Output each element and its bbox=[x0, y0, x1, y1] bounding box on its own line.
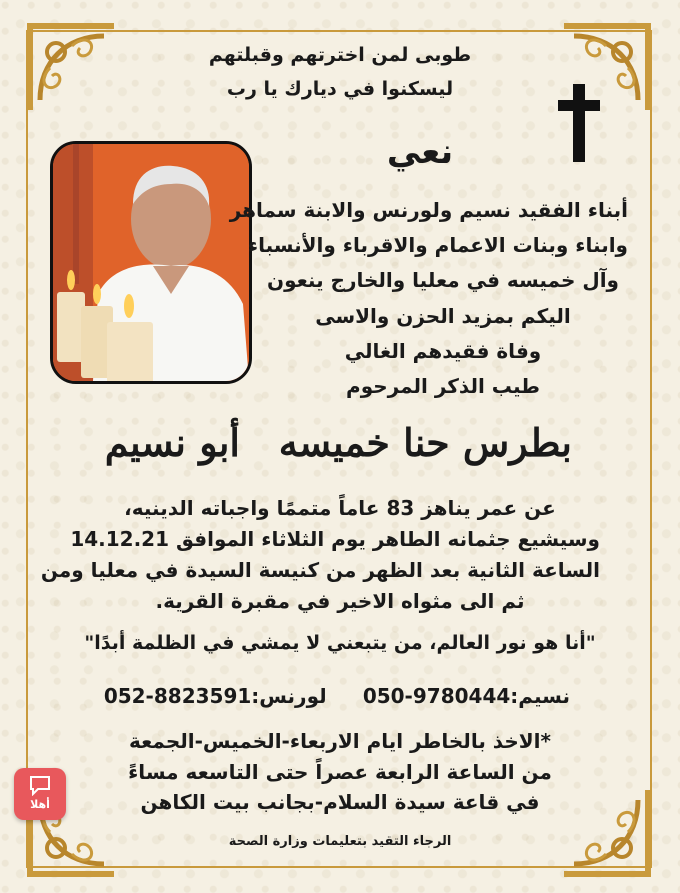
contact-label-lawrence: لورنس: bbox=[251, 684, 327, 708]
obituary-heading: نعي bbox=[386, 132, 454, 172]
condolence-line: *الاخذ بالخاطر ايام الاربعاء-الخميس-الجمعة bbox=[129, 729, 551, 753]
corner-ornament-icon bbox=[26, 22, 118, 114]
scripture-quote: "أنا هو نور العالم، من يتبعني لا يمشي في الظلمة أبدًا" bbox=[84, 632, 596, 654]
condolence-line: في قاعة سيدة السلام-بجانب بيت الكاهن bbox=[140, 790, 540, 814]
corner-ornament-icon bbox=[560, 786, 652, 878]
announcement-line: طيب الذكر المرحوم bbox=[346, 374, 540, 398]
verse-line-2: ليسكنوا في ديارك يا رب bbox=[226, 78, 454, 100]
deceased-photo bbox=[50, 141, 252, 384]
contact-label-nasim: نسيم: bbox=[510, 684, 570, 708]
badge-label: أهلا bbox=[30, 798, 50, 811]
announcement-line: وابناء وبنات الاعمام والاقرباء والأنسباء bbox=[247, 233, 628, 257]
contacts-row bbox=[103, 684, 570, 712]
footer-note: الرجاء التقيد بتعليمات وزارة الصحة bbox=[228, 834, 452, 849]
deceased-name: بطرس حنا خميسه bbox=[278, 420, 572, 465]
verse-line-1: طوبى لمن اخترتهم وقبلتهم bbox=[208, 44, 472, 66]
condolence-line: من الساعة الرابعة عصراً حتى التاسعه مساءً bbox=[128, 760, 552, 784]
announcement-line: وفاة فقيدهم الغالي bbox=[344, 339, 542, 363]
candle-icon bbox=[53, 264, 163, 384]
chat-bubble-icon bbox=[28, 774, 52, 796]
details-line: وسيشيع جثمانه الطاهر يوم الثلاثاء الموافق 14.12.21 bbox=[70, 527, 600, 551]
app-badge[interactable] bbox=[14, 768, 66, 820]
announcement-line: وآل خميسه في معليا والخارج ينعون bbox=[267, 268, 619, 292]
announcement-line: أبناء الفقيد نسيم ولورنس والابنة سماهر bbox=[229, 198, 628, 222]
details-line: ثم الى مثواه الاخير في مقبرة القرية. bbox=[155, 589, 525, 613]
announcement-line: اليكم بمزيد الحزن والاسى bbox=[315, 304, 571, 328]
deceased-nickname: أبو نسيم bbox=[104, 420, 240, 465]
cross-icon bbox=[558, 84, 600, 162]
contact-phone-nasim: 050-9780444 bbox=[362, 684, 511, 708]
details-line: الساعة الثانية بعد الظهر من كنيسة السيدة في معليا ومن bbox=[40, 558, 600, 582]
contact-phone-lawrence: 052-8823591 bbox=[103, 684, 252, 708]
details-line: عن عمر يناهز 83 عاماً متممًا واجباته الدينيه، bbox=[124, 496, 556, 520]
